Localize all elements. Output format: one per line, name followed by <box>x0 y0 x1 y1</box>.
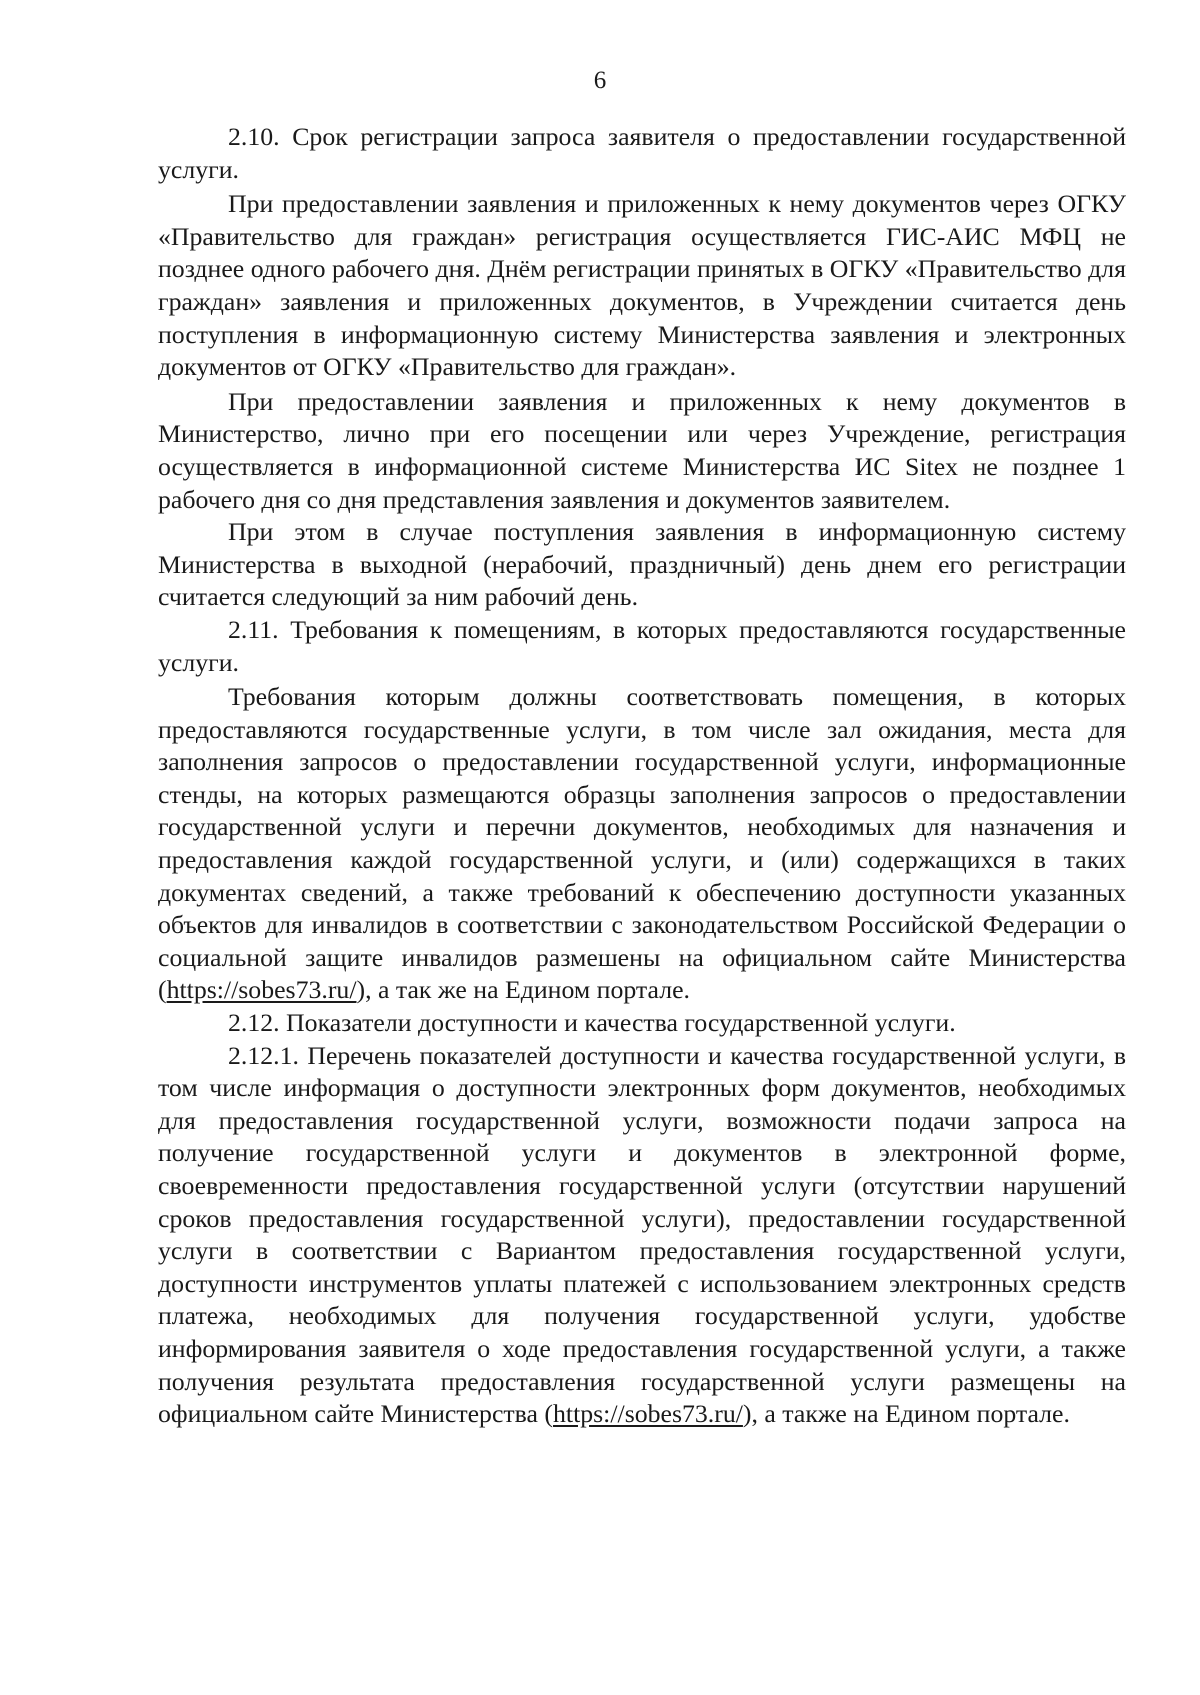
ministry-website-link-2[interactable]: https://sobes73.ru/ <box>553 1399 743 1429</box>
section-2-10-paragraph-1: При предоставлении заявления и приложенных к нему документов через ОГКУ «Правительство для граждан» регистрация осуществляется ГИС-АИС МФЦ не позднее одного рабочего дня. Днём регистрации принятых в ОГКУ «Правительство для граждан» заявления и приложенных документов, в Учреждении считается день поступления в информационную систему Министерства заявления и электронных документов от ОГКУ «Правительство для граждан». <box>158 189 1126 382</box>
section-2-11-paragraph-1 <box>158 681 1126 1007</box>
document-body <box>158 121 1126 1431</box>
section-2-11-text-after-link: ), а так же на Едином портале. <box>356 975 690 1005</box>
ministry-website-link[interactable]: https://sobes73.ru/ <box>166 975 357 1005</box>
section-2-10-paragraph-2: При предоставлении заявления и приложенных к нему документов в Министерство, лично при его посещении или через Учреждение, регистрация осуществляется в информационной системе Министерства ИС Sitex не позднее 1 рабочего дня со дня представления заявления и документов заявителем. <box>158 386 1126 514</box>
section-2-12-1-paragraph <box>158 1040 1126 1431</box>
section-2-10-paragraph-3: При этом в случае поступления заявления в информационную систему Министерства в выходной (нерабочий, праздничный) день днем его регистрации считается следующий за ним рабочий день. <box>158 517 1126 612</box>
section-2-11-text-before-link: Требования которым должны соответствовать помещения, в которых предоставляются государственные услуги, в том числе зал ожидания, места для заполнения запросов о предоставлении государственной услуги, информационные стенды, на которых размещаются образцы заполнения запросов о предоставлении государственной услуги и перечни документов, необходимых для назначения и предоставления каждой государственной услуги, и (или) содержащихся в таких документах сведений, а также требований к обеспечению доступности указанных объектов для инвалидов в соответствии с законодательством Российской Федерации о социальной защите инвалидов размешены на официальном сайте Министерства ( <box>158 682 1126 1005</box>
section-2-10-heading: 2.10. Срок регистрации запроса заявителя о предоставлении государственной услуги. <box>158 122 1126 184</box>
section-2-12-1-text-after-link: ), а также на Едином портале. <box>742 1399 1070 1429</box>
page-number: 6 <box>593 67 607 94</box>
section-2-11-heading: 2.11. Требования к помещениям, в которых предоставляются государственные услуги. <box>158 614 1126 677</box>
section-2-12-heading: 2.12. Показатели доступности и качества государственной услуги. <box>228 1008 956 1038</box>
section-2-12-1-text-before-link: 2.12.1. Перечень показателей доступности и качества государственной услуги, в том числе информация о доступности электронных форм документов, необходимых для предоставления государственной услуги, возможности подачи запроса на получение государственной услуги и документов в электронной форме, своевременности предоставления государственной услуги (отсутствии нарушений сроков предоставления государственной услуги), предоставлении государственной услуги в соответствии с Вариантом предоставления государственной услуги, доступности инструментов уплаты платежей с использованием электронных средств платежа, необходимых для получения государственной услуги, удобстве информирования заявителя о ходе предоставления государственной услуги, а также получения результата предоставления государственной услуги размещены на официальном сайте Министерства ( <box>158 1040 1126 1429</box>
